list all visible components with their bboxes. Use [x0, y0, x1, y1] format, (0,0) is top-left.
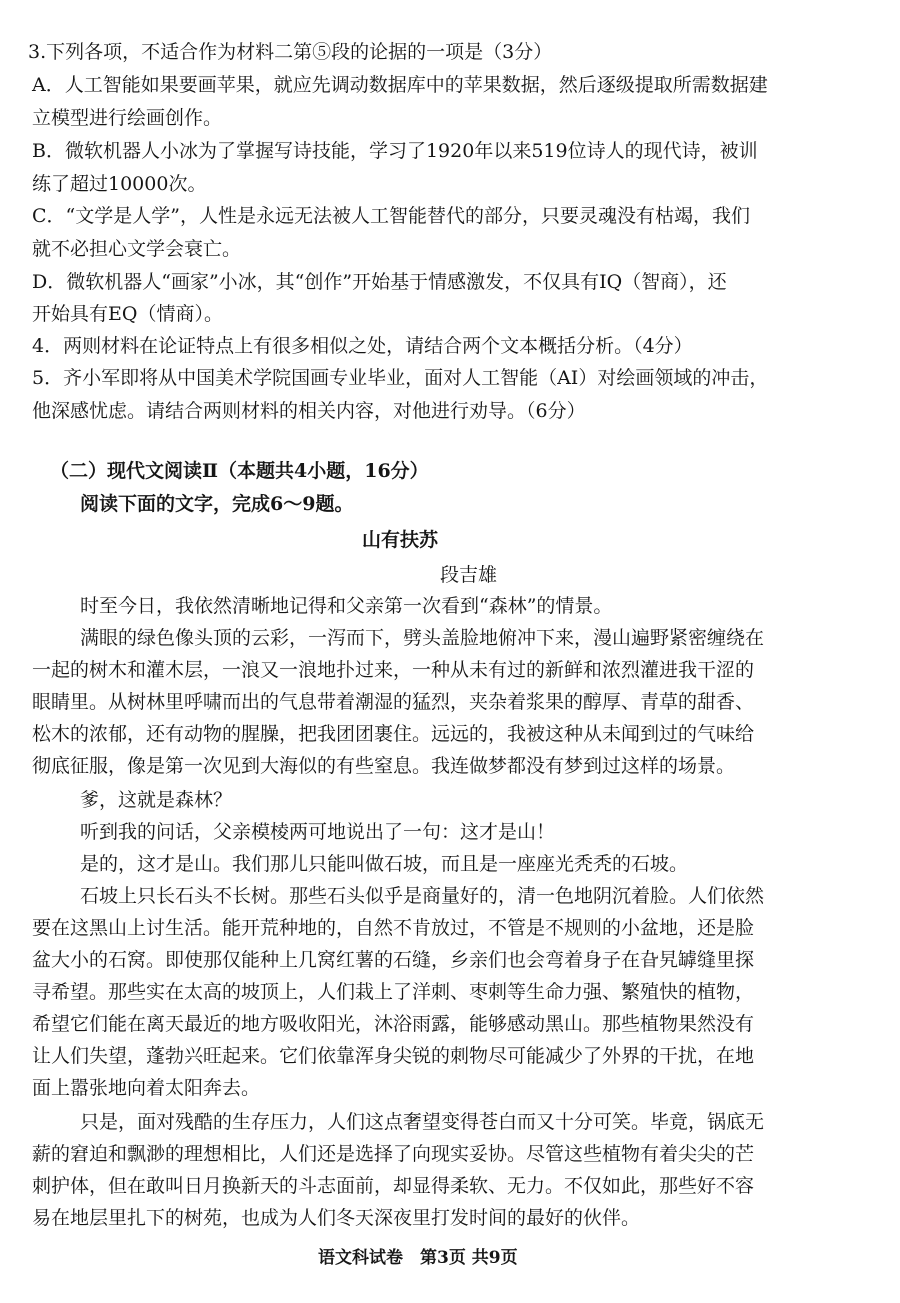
option-c-line-1: C．“文学是人学”，人性是永远无法被人工智能替代的部分，只要灵魂没有枯竭，我们: [32, 205, 750, 227]
article-title: 山有扶苏: [362, 529, 439, 551]
section-instruction: 阅读下面的文字，完成6～9题。: [80, 493, 354, 515]
option-d-line-1: D．微软机器人“画家”小冰，其“创作”开始基于情感激发，不仅具有IQ（智商），还: [32, 271, 727, 293]
article-line: 是的，这才是山。我们那儿只能叫做石坡，而且是一座座光秃秃的石坡。: [80, 853, 689, 875]
question-3-stem: 3.下列各项，不适合作为材料二第⑤段的论据的一项是（3分）: [28, 41, 553, 63]
article-line: 易在地层里扎下的树苑，也成为人们冬天深夜里打发时间的最好的伙伴。: [32, 1207, 641, 1229]
option-b-line-2: 练了超过10000次。: [32, 173, 207, 195]
option-d-line-2: 开始具有EQ（情商）。: [32, 303, 223, 325]
article-line: 满眼的绿色像头顶的云彩，一泻而下，劈头盖脸地俯冲下来，漫山遍野紧密缠绕在: [80, 627, 765, 649]
option-a-line-1: A．人工智能如果要画苹果，就应先调动数据库中的苹果数据，然后逐级提取所需数据建: [32, 74, 768, 96]
article-line: 要在这黑山上讨生活。能开荒种地的，自然不肯放过，不管是不规则的小盆地，还是脸: [32, 917, 755, 939]
article-line: 听到我的问话，父亲模棱两可地说出了一句：这才是山！: [80, 821, 556, 843]
article-line: 寻希望。那些实在太高的坡顶上，人们栽上了洋刺、枣刺等生命力强、繁殖快的植物，: [32, 981, 755, 1003]
article-line: 只是，面对残酷的生存压力，人们这点奢望变得苍白而又十分可笑。毕竟，锅底无: [80, 1111, 765, 1133]
article-line: 让人们失望，蓬勃兴旺起来。它们依靠浑身尖锐的刺物尽可能减少了外界的干扰，在地: [32, 1045, 755, 1067]
article-author: 段吉雄: [440, 564, 498, 586]
article-line: 爹，这就是森林？: [80, 789, 233, 811]
article-line: 希望它们能在离天最近的地方吸收阳光，沐浴雨露，能够感动黑山。那些植物果然没有: [32, 1013, 755, 1035]
article-line: 石坡上只长石头不长树。那些石头似乎是商量好的，清一色地阴沉着脸。人们依然: [80, 885, 765, 907]
section-heading: （二）现代文阅读Ⅱ（本题共4小题，16分）: [50, 460, 429, 482]
question-5-line-1: 5．齐小军即将从中国美术学院国画专业毕业，面对人工智能（AI）对绘画领域的冲击，: [32, 367, 769, 389]
article-line: 刺护体，但在敢叫日月换新天的斗志面前，却显得柔软、无力。不仅如此，那些好不容: [32, 1175, 755, 1197]
question-4: 4．两则材料在论证特点上有很多相似之处，请结合两个文本概括分析。（4分）: [32, 335, 693, 357]
article-line: 彻底征服，像是第一次见到大海似的有些窒息。我连做梦都没有梦到过这样的场景。: [32, 755, 736, 777]
article-line: 时至今日，我依然清晰地记得和父亲第一次看到“森林”的情景。: [80, 595, 613, 617]
page-footer: 语文科试卷 第3页 共9页: [318, 1248, 518, 1268]
option-b-line-1: B．微软机器人小冰为了掌握写诗技能，学习了1920年以来519位诗人的现代诗，被训: [32, 140, 758, 162]
article-line: 盆大小的石窝。即使那仅能种上几窝红薯的石缝，乡亲们也会弯着身子在旮旯罅缝里探: [32, 949, 755, 971]
article-line: 眼睛里。从树林里呼啸而出的气息带着潮湿的猛烈，夹杂着浆果的醇厚、青草的甜香、: [32, 691, 755, 713]
article-line: 一起的树木和灌木层，一浪又一浪地扑过来，一种从未有过的新鲜和浓烈灌进我干涩的: [32, 659, 755, 681]
article-line: 薪的窘迫和飘渺的理想相比，人们还是选择了向现实妥协。尽管这些植物有着尖尖的芒: [32, 1143, 755, 1165]
article-line: 松木的浓郁，还有动物的腥臊，把我团团裹住。远远的，我被这种从未闻到过的气味给: [32, 723, 755, 745]
option-a-line-2: 立模型进行绘画创作。: [32, 107, 223, 129]
article-line: 面上嚣张地向着太阳奔去。: [32, 1077, 261, 1099]
question-5-line-2: 他深感忧虑。请结合两则材料的相关内容，对他进行劝导。（6分）: [32, 400, 586, 422]
option-c-line-2: 就不必担心文学会衰亡。: [32, 238, 242, 260]
